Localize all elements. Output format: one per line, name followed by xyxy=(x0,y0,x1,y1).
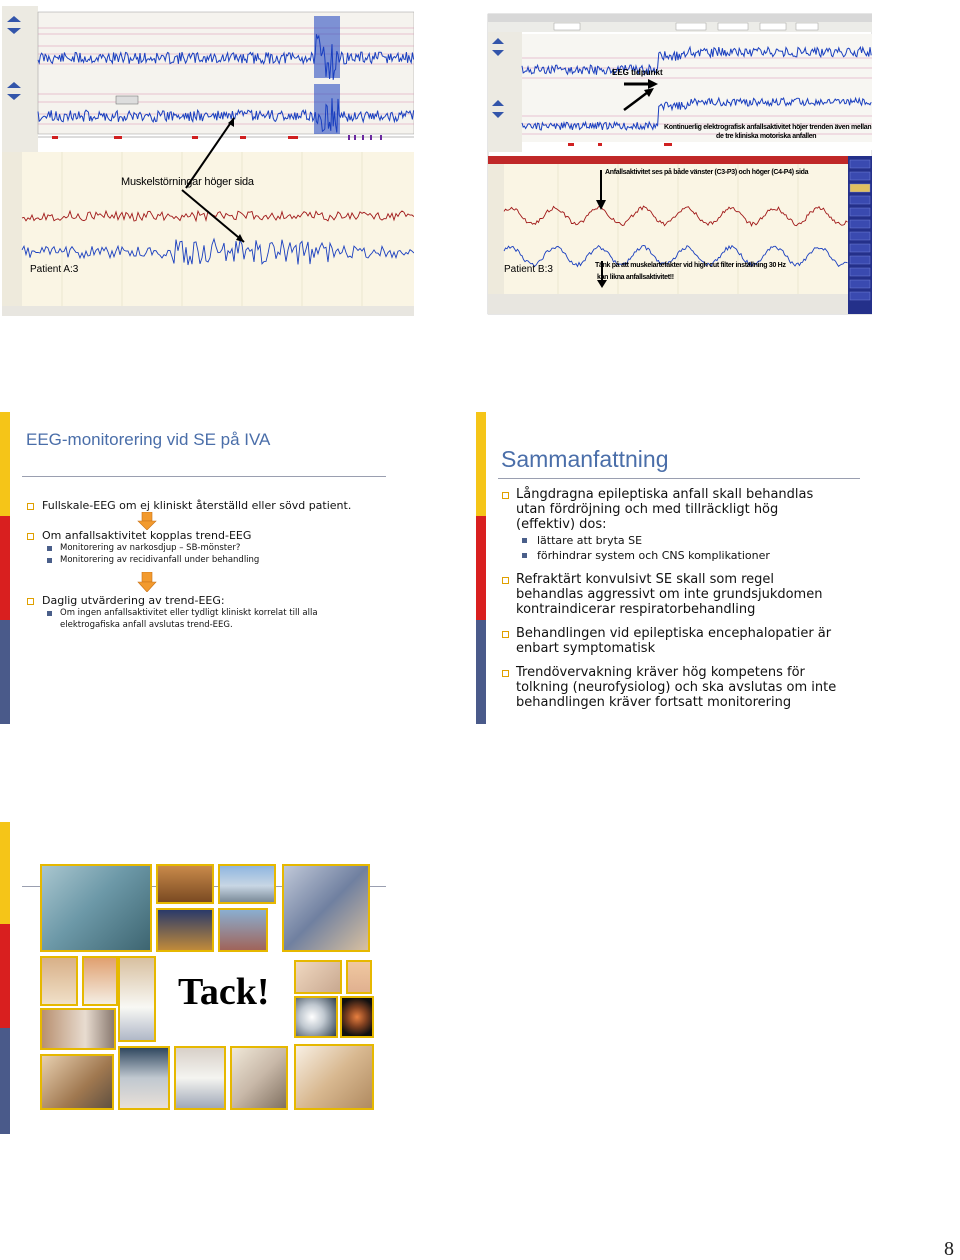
summary-sub-break-se: lättare att bryta SE xyxy=(537,534,643,547)
photo-doctor-portrait xyxy=(118,956,156,1042)
eeg-timepoint-label: EEG tidpunkt xyxy=(612,68,663,77)
trend-note-line1: Kontinuerlig elektrografisk anfallsaktivitet höjer trenden även mellan xyxy=(664,124,872,131)
eeg-slide-patient-b xyxy=(478,6,872,316)
photo-building-brick xyxy=(218,908,268,952)
bullet-marker xyxy=(502,631,509,638)
photo-hospital-building xyxy=(218,864,276,904)
bullet-daily-evaluation: Daglig utvärdering av trend-EEG: xyxy=(42,594,225,607)
bullet-marker xyxy=(27,598,34,605)
sub-bullet-marker xyxy=(522,553,527,558)
slide-title: Sammanfattning xyxy=(501,446,669,472)
photo-child xyxy=(346,960,372,994)
sub-bullet-marker xyxy=(47,546,52,551)
summary-bullet-2-line1: Refraktärt konvulsivt SE skall som regel xyxy=(516,572,775,587)
patient-a-label: Patient A:3 xyxy=(30,264,79,275)
slide-title: EEG-monitorering vid SE på IVA xyxy=(26,430,271,449)
summary-bullet-1-line1: Långdragna epileptiska anfall skall behandlas xyxy=(516,487,814,502)
photo-doctor-child xyxy=(82,956,118,1006)
summary-sub-complications: förhindrar system och CNS komplikationer xyxy=(537,549,770,562)
bullet-marker xyxy=(502,670,509,677)
photo-patient-scan xyxy=(294,996,338,1038)
summary-bullet-3-line1: Behandlingen vid epileptiska encephalopatier är xyxy=(516,626,832,641)
bullet-marker xyxy=(502,492,509,499)
thanks-text: Tack! xyxy=(178,971,270,1013)
photo-lab-workstation xyxy=(40,1054,114,1110)
slide-color-bar xyxy=(0,822,10,1134)
sub-bullet-marker xyxy=(522,538,527,543)
down-arrow-icon xyxy=(137,512,157,530)
title-rule xyxy=(498,478,860,479)
photo-nurse xyxy=(40,956,78,1006)
slide-summary xyxy=(476,412,876,724)
artifact-note-line1: Tänk på att muskelartefakter vid high cut filter inställning 30 Hz xyxy=(595,262,786,269)
trend-note-line2: de tre kliniska motoriska anfallen xyxy=(716,133,817,140)
summary-bullet-4-line1: Trendövervakning kräver hög kompetens för xyxy=(516,665,805,680)
summary-bullet-4-line2: tolkning (neurofysiolog) och ska avslutas om inte xyxy=(516,680,837,695)
artifact-note-line2: kan likna anfallsaktivitet!! xyxy=(597,274,674,281)
photo-building-night xyxy=(156,908,214,952)
summary-bullet-2-line3: kontraindicerar respiratorbehandling xyxy=(516,602,756,617)
photo-staff-meeting xyxy=(230,1046,288,1110)
photo-corridor xyxy=(156,864,214,904)
summary-bullet-3-line2: enbart symptomatisk xyxy=(516,641,656,656)
sub-bullet-no-activity-line2: elektrogafiska anfall avslutas trend-EEG. xyxy=(60,620,233,630)
sub-bullet-marker xyxy=(47,558,52,563)
photo-doctor-standing xyxy=(174,1046,226,1110)
bullet-marker xyxy=(502,577,509,584)
sub-bullet-recurrence: Monitorering av recidivanfall under behandling xyxy=(60,555,260,565)
photo-staff-discussion xyxy=(282,864,370,952)
bullet-trend-eeg: Om anfallsaktivitet kopplas trend-EEG xyxy=(42,529,252,542)
photo-equipment xyxy=(40,1008,116,1050)
bullet-marker xyxy=(27,533,34,540)
photo-xray-review xyxy=(118,1046,170,1110)
patient-b-label: Patient B:3 xyxy=(504,264,553,275)
summary-bullet-1-line2: utan fördröjning och med tillräckligt hög xyxy=(516,502,779,517)
eeg-slide-patient-a xyxy=(2,6,414,316)
slide-color-bar xyxy=(0,412,10,724)
slide-thanks xyxy=(0,822,400,1134)
photo-smiling-doctor xyxy=(294,1044,374,1110)
slide-eeg-monitoring xyxy=(0,412,400,724)
bullet-marker xyxy=(27,503,34,510)
photo-brain-mri xyxy=(340,996,374,1038)
summary-bullet-2-line2: behandlas aggressivt om inte grundsjukdomen xyxy=(516,587,823,602)
page-number: 8 xyxy=(944,1238,954,1260)
photo-surgeon xyxy=(40,864,152,952)
summary-bullet-4-line3: behandlingen kräver fortsatt monitorering xyxy=(516,695,792,710)
sub-bullet-marker xyxy=(47,611,52,616)
sub-bullet-anesthesia: Monitorering av narkosdjup – SB-mönster? xyxy=(60,543,241,553)
title-rule xyxy=(22,476,386,477)
bilateral-activity-note: Anfallsaktivitet ses på både vänster (C3-P3) och höger (C4-P4) sida xyxy=(605,169,809,176)
slide-color-bar xyxy=(476,412,486,724)
summary-bullet-1-line3: (effektiv) dos: xyxy=(516,517,607,532)
muscle-disturbance-annotation: Muskelstörningar höger sida xyxy=(121,176,254,188)
photo-staff-group xyxy=(294,960,342,994)
sub-bullet-no-activity-line1: Om ingen anfallsaktivitet eller tydligt kliniskt korrelat till alla xyxy=(60,608,318,618)
down-arrow-icon xyxy=(137,572,157,592)
bullet-fullscale: Fullskale-EEG om ej kliniskt återställd eller sövd patient. xyxy=(42,499,352,512)
